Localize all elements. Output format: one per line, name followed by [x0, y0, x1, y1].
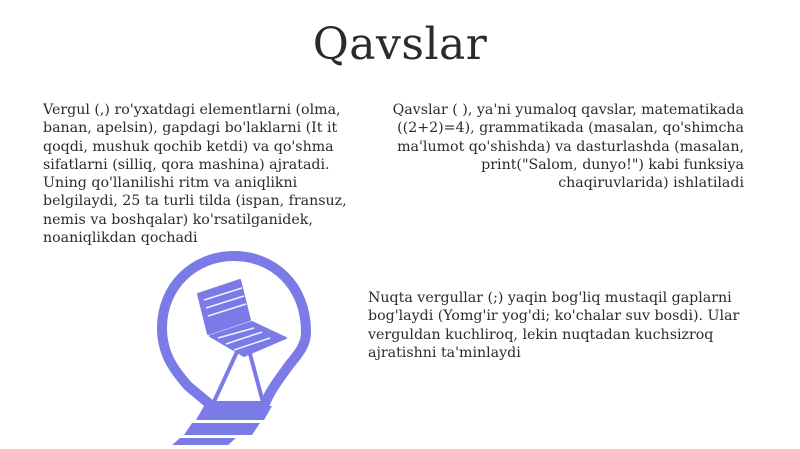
- parentheses-paragraph: Qavslar ( ), ya'ni yumaloq qavslar, matematikada ((2+2)=4), grammatikada (masalan, qo'shimcha ma'lumot qo'shishda) va dasturlashda (masalan, print("Salom, dunyo!") kabi funksiya chaqiruvlarida) ishlatiladi: [392, 102, 744, 192]
- comma-paragraph: Vergul (,) ro'yxatdagi elementlarni (olma, banan, apelsin), gapdagi bo'laklarni (It it qoqdi, mushuk qochib ketdi) va qo'shma sifatlarni (silliq, qora mashina) ajratadi. Uning qo'llanilishi ritm va aniqlikni belgilaydi, 25 ta turli tilda (ispan, fransuz, nemis va boshqalar) ko'rsatilganidek, noaniqlikdan qochadi: [43, 102, 347, 247]
- lightbulb-book-icon: [100, 250, 330, 445]
- semicolon-paragraph: Nuqta vergullar (;) yaqin bog'liq mustaqil gaplarni bog'laydi (Yomg'ir yog'di; ko'chalar suv bosdi). Ular verguldan kuchliroq, lekin nuqtadan kuchsizroq ajratishni ta'minlaydi: [368, 290, 740, 361]
- slide-title: Qavslar: [312, 19, 488, 70]
